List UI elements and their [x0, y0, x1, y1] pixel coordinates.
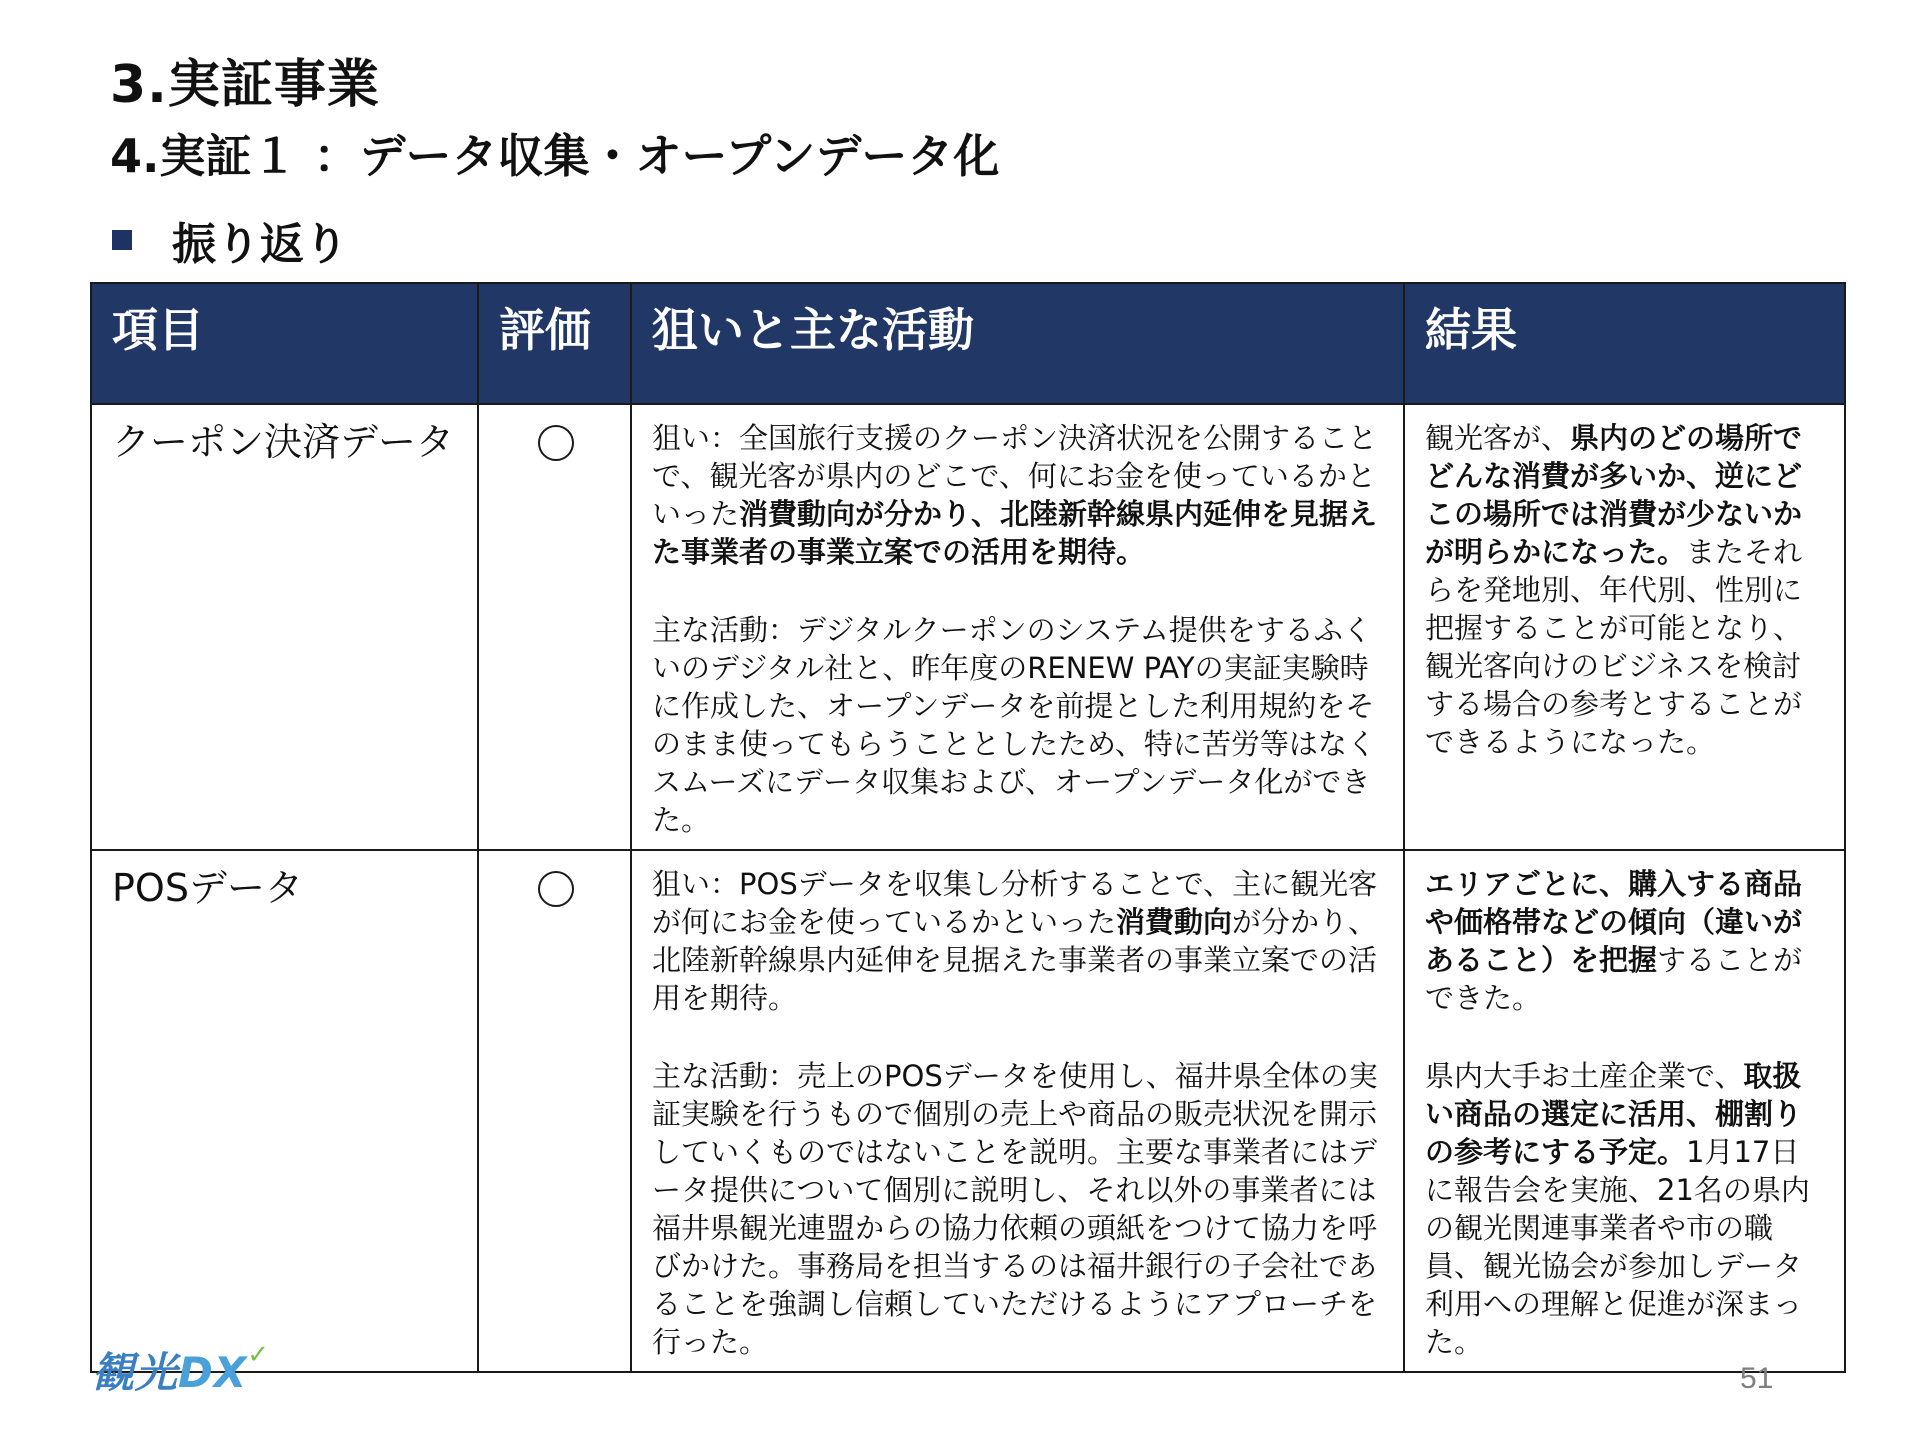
- text-run: 1月17日に報告会を実施、21名の県内の観光関連事業者や市の職員、観光協会が参加しデータ利用への理解と促進が深まった。: [1425, 1135, 1810, 1359]
- logo-text: 観光: [92, 1348, 179, 1397]
- table-row: [91, 850, 1845, 1372]
- text-run: 観光客が、: [1425, 421, 1571, 455]
- section-title: 振り返り: [172, 219, 348, 270]
- paragraph-gap: [652, 571, 1385, 611]
- square-bullet-icon: [112, 230, 132, 250]
- text-run: 主な活動：デジタルクーポンのシステム提供をするふくいのデジタル社と、昨年度のRENEW PAYの実証実験時に作成した、オープンデータを前提とした利用規約をそのまま使ってもらうこととしたため、特に苦労等はなくスムーズにデータ収集および、オープンデータ化ができた。: [652, 613, 1376, 837]
- page-number: 51: [1740, 1362, 1774, 1395]
- bold-text: 消費動向: [1116, 905, 1233, 939]
- item-cell: POSデータ: [91, 850, 478, 1372]
- text-run: 県内大手お土産企業で、: [1425, 1059, 1744, 1093]
- column-header-result: 結果: [1404, 283, 1845, 404]
- result-cell: [1404, 850, 1845, 1372]
- bold-text: 消費動向が分かり、北陸新幹線県内延伸を見据えた事業者の事業立案での活用を期待。: [652, 497, 1378, 569]
- text-run: することができた。: [1425, 943, 1803, 1015]
- bold-text: 県内のどの場所でどんな消費が多いか、逆にどこの場所では消費が少ないかが明らかになった。: [1425, 421, 1803, 569]
- table-header-row: [91, 283, 1845, 404]
- text-run: が分かり、北陸新幹線県内延伸を見据えた事業者の事業立案での活用を期待。: [652, 905, 1378, 1015]
- text-run: 主な活動：売上のPOSデータを使用し、福井県全体の実証実験を行うもので個別の売上や商品の販売状況を開示していくものではないことを説明。主要な事業者にはデータ提供について個別に説明し、それ以外の事業者には福井県観光連盟からの協力依頼の頭紙をつけて協力を呼びかけた。事務局を担当するのは福井銀行の子会社であることを強調し信頼していただけるようにアプローチを行った。: [652, 1059, 1378, 1359]
- paragraph: [652, 419, 1385, 571]
- paragraph-gap: [652, 1017, 1385, 1057]
- kanko-dx-logo: [92, 1340, 270, 1400]
- paragraph: [1425, 1057, 1826, 1361]
- text-run: またそれらを発地別、年代別、性別に把握することが可能となり、観光客向けのビジネスを検討する場合の参考とすることができるようになった。: [1425, 535, 1803, 759]
- column-header-item: 項目: [91, 283, 478, 404]
- activity-cell: [631, 404, 1404, 850]
- page-subtitle: 4.実証１ ：データ収集・オープンデータ化: [110, 129, 1000, 183]
- item-cell: クーポン決済データ: [91, 404, 478, 850]
- review-table: [90, 282, 1846, 1373]
- rating-cell: [478, 404, 631, 850]
- activity-cell: [631, 850, 1404, 1372]
- logo-spark-icon: ✓: [247, 1340, 271, 1370]
- bold-text: エリアごとに、購入する商品や価格帯などの傾向（違いがあること）を把握: [1425, 867, 1803, 977]
- logo-dx-text: DX: [178, 1348, 248, 1397]
- page-title: 3.実証事業: [110, 55, 380, 115]
- column-header-activity: 狙いと主な活動: [631, 283, 1404, 404]
- paragraph-gap: [1425, 1017, 1826, 1057]
- paragraph: [652, 611, 1385, 839]
- bold-text: 取扱い商品の選定に活用、棚割りの参考にする予定。: [1425, 1059, 1803, 1169]
- text-run: 狙い：全国旅行支援のクーポン決済状況を公開することで、観光客が県内のどこで、何にお金を使っているかといった: [652, 421, 1378, 531]
- rating-cell: [478, 850, 631, 1372]
- table-row: [91, 404, 1845, 850]
- column-header-rating: 評価: [478, 283, 631, 404]
- circle-rating-icon: [538, 871, 574, 907]
- text-run: 狙い：POSデータを収集し分析することで、主に観光客が何にお金を使っているかといった: [652, 867, 1378, 939]
- section-header: [112, 208, 348, 272]
- paragraph: [1425, 865, 1826, 1017]
- paragraph: [1425, 419, 1826, 761]
- circle-rating-icon: [538, 425, 574, 461]
- paragraph: [652, 1057, 1385, 1361]
- result-cell: [1404, 404, 1845, 850]
- paragraph: [652, 865, 1385, 1017]
